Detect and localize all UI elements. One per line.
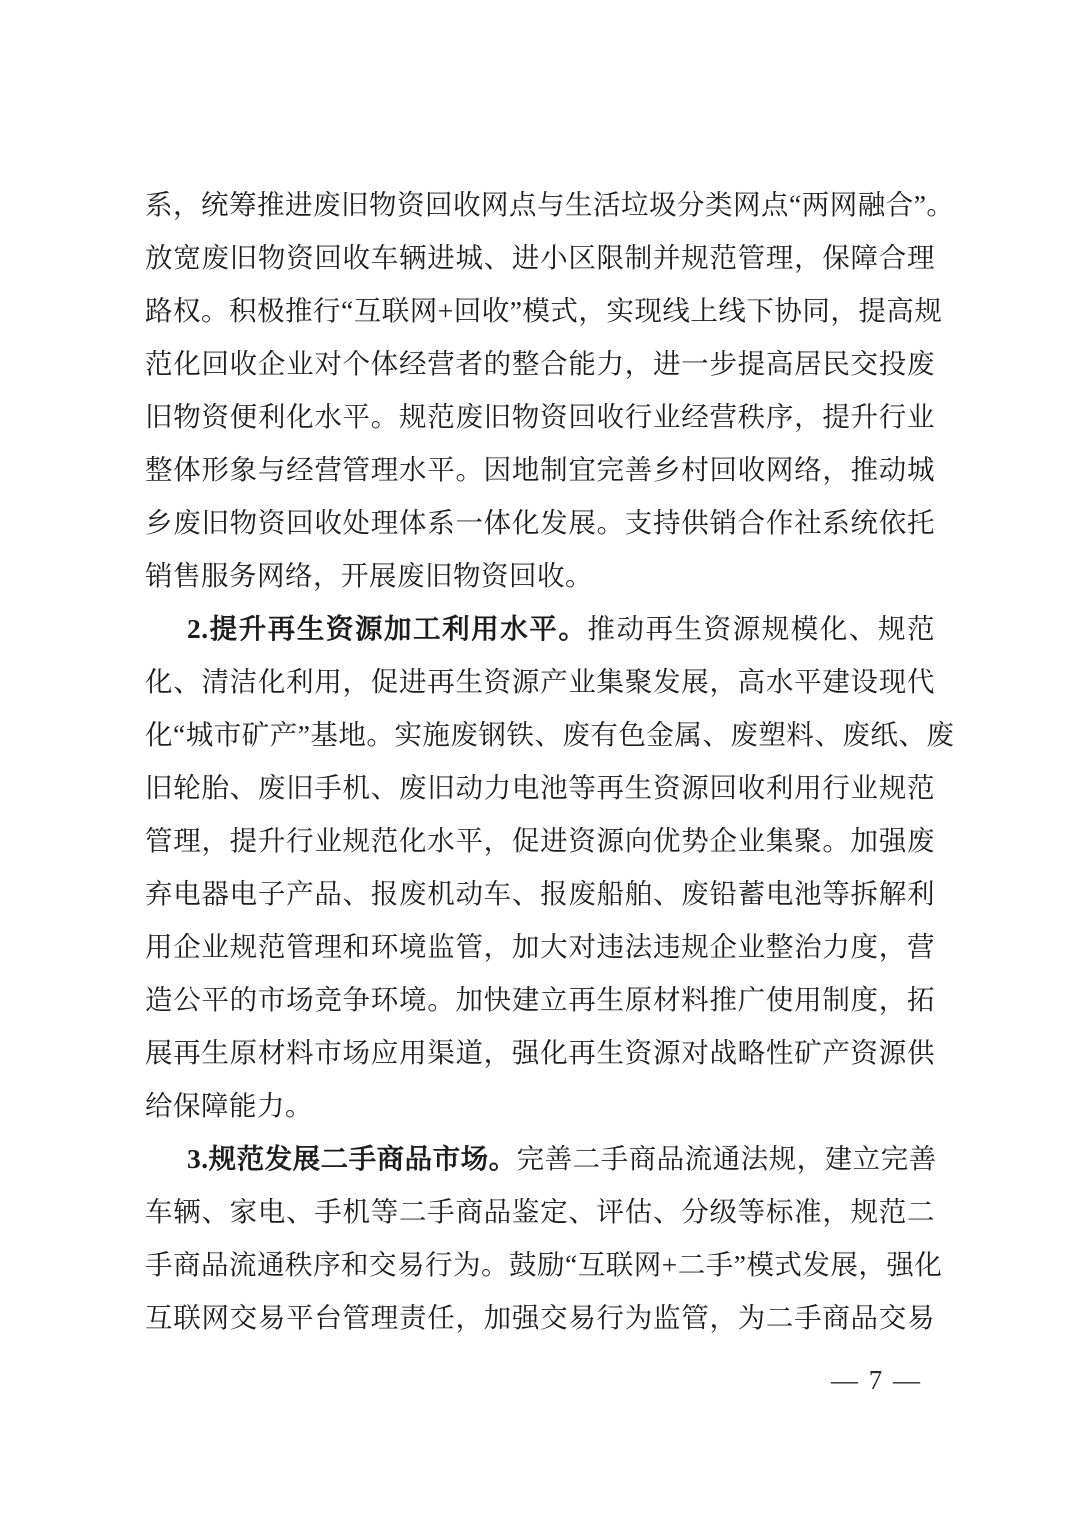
text-line	[145, 920, 935, 973]
paragraph	[145, 178, 955, 602]
text-line	[145, 496, 935, 549]
bold-heading-text: 2.提升再生资源加工利用水平。	[187, 613, 588, 644]
text-line	[145, 284, 943, 337]
text-line	[145, 973, 935, 1026]
line-text: 放宽废旧物资回收车辆进城、进小区限制并规范管理，保障合理	[145, 242, 935, 273]
document-body	[145, 178, 955, 1344]
text-line	[145, 231, 935, 284]
bold-heading-text: 3.规范发展二手商品市场。	[187, 1143, 517, 1174]
text-line	[145, 814, 935, 867]
text-line	[145, 1291, 935, 1344]
text-line	[145, 655, 935, 708]
line-text: 化、清洁化利用，促进再生资源产业集聚发展，高水平建设现代	[145, 666, 935, 697]
line-text: 手商品流通秩序和交易行为。鼓励“互联网+二手”模式发展，强化	[145, 1249, 943, 1280]
text-line	[145, 602, 935, 655]
line-text: 弃电器电子产品、报废机动车、报废船舶、废铅蓄电池等拆解利	[145, 878, 935, 909]
line-text: 销售服务网络，开展废旧物资回收。	[145, 560, 593, 591]
text-line	[145, 1079, 935, 1132]
text-line	[145, 443, 935, 496]
line-text: 完善二手商品流通法规，建立完善	[516, 1143, 937, 1174]
line-text: 整体形象与经营管理水平。因地制宜完善乡村回收网络，推动城	[145, 454, 935, 485]
line-text: 路权。积极推行“互联网+回收”模式，实现线上线下协同，提高规	[145, 295, 943, 326]
line-text: 车辆、家电、手机等二手商品鉴定、评估、分级等标准，规范二	[145, 1196, 935, 1227]
text-line	[145, 1185, 935, 1238]
line-text: 乡废旧物资回收处理体系一体化发展。支持供销合作社系统依托	[145, 507, 935, 538]
paragraph	[145, 1132, 943, 1344]
line-text: 旧轮胎、废旧手机、废旧动力电池等再生资源回收利用行业规范	[145, 772, 935, 803]
text-line	[145, 390, 935, 443]
text-line	[145, 337, 935, 390]
text-line	[145, 549, 935, 602]
line-text: 管理，提升行业规范化水平，促进资源向优势企业集聚。加强废	[145, 825, 935, 856]
line-text: 用企业规范管理和环境监管，加大对违法违规企业整治力度，营	[145, 931, 935, 962]
text-line	[145, 761, 935, 814]
line-text: 造公平的市场竞争环境。加快建立再生原材料推广使用制度，拓	[145, 984, 935, 1015]
line-text: 推动再生资源规模化、规范	[587, 613, 936, 644]
text-line	[145, 708, 955, 761]
line-text: 范化回收企业对个体经营者的整合能力，进一步提高居民交投废	[145, 348, 935, 379]
page-number: — 7 —	[831, 1365, 922, 1395]
line-text: 互联网交易平台管理责任，加强交易行为监管，为二手商品交易	[145, 1302, 935, 1333]
text-line	[145, 1132, 935, 1185]
line-text: 化“城市矿产”基地。实施废钢铁、废有色金属、废塑料、废纸、废	[145, 719, 955, 750]
paragraph	[145, 602, 955, 1132]
line-text: 给保障能力。	[145, 1090, 313, 1121]
line-text: 旧物资便利化水平。规范废旧物资回收行业经营秩序，提升行业	[145, 401, 935, 432]
text-line	[145, 1026, 935, 1079]
text-line	[145, 867, 935, 920]
text-line	[145, 178, 955, 231]
text-line	[145, 1238, 943, 1291]
line-text: 系，统筹推进废旧物资回收网点与生活垃圾分类网点“两网融合”。	[145, 189, 955, 220]
line-text: 展再生原材料市场应用渠道，强化再生资源对战略性矿产资源供	[145, 1037, 935, 1068]
